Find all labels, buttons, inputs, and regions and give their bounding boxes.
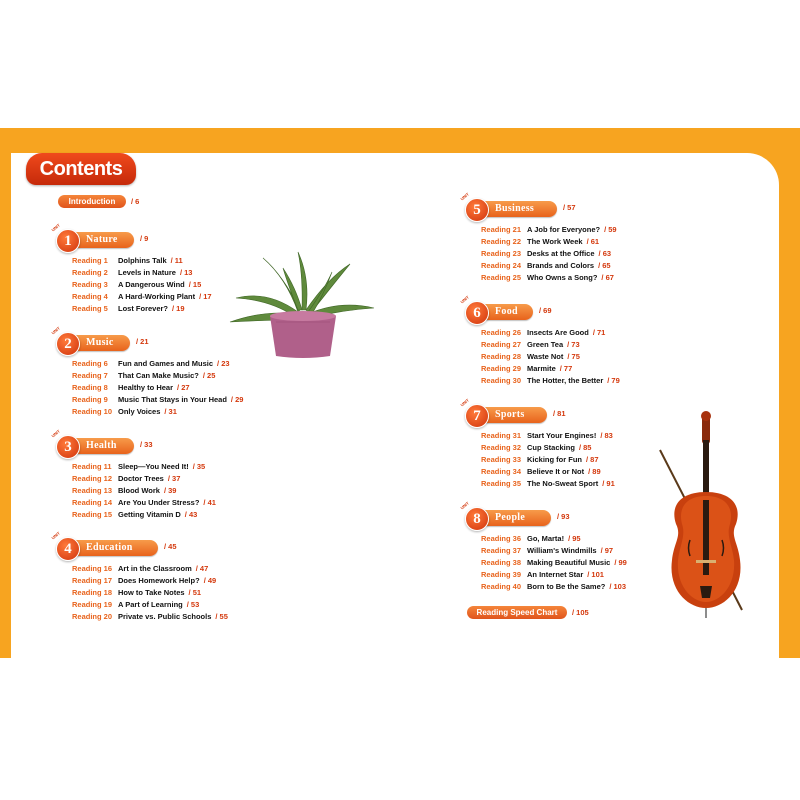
reading-title [527,272,614,284]
reading-label: Reading 40 [481,582,522,591]
reading-page: / 41 [203,498,216,507]
reading-title [118,382,190,394]
unit-number-badge [459,294,489,325]
reading-page: / 25 [202,371,216,380]
unit-number-badge [459,191,489,222]
reading-title-text: Cup Stacking [527,443,575,452]
unit-word-label: UNIT [50,530,61,541]
unit-page-number: / 81 [553,409,566,418]
unit-word-label: UNIT [50,428,61,439]
reading-label: Reading 37 [481,546,522,555]
unit-title: Nature [86,234,118,245]
reading-label: Reading 29 [481,364,522,373]
reading-title [527,260,611,272]
reading-page: / 19 [172,304,185,313]
unit-word-label: UNIT [459,294,470,305]
reading-title-text: Born to Be the Same? [527,582,606,591]
reading-title-text: Sleep—You Need It! [118,462,189,471]
unit-number-badge [50,530,80,561]
reading-label: Reading 25 [481,273,522,282]
reading-title-text: A Part of Learning [118,600,183,609]
reading-title [527,375,620,387]
reading-title-text: Fun and Games and Music [118,359,214,368]
reading-label: Reading 11 [72,462,112,471]
reading-page: / 39 [163,486,177,495]
reading-title [118,599,199,611]
reading-label: Reading 19 [72,600,113,609]
reading-label: Reading 34 [481,467,522,476]
reading-label: Reading 23 [481,249,522,258]
reading-page: / 103 [609,582,627,591]
cello-image [630,410,760,620]
reading-page: / 83 [600,431,613,440]
reading-speed-chart-pill[interactable]: Reading Speed Chart [467,606,567,619]
reading-title [527,545,613,557]
reading-title [118,394,243,406]
reading-label: Reading 7 [72,371,108,380]
reading-title [118,563,208,575]
unit-number: 1 [64,233,72,249]
reading-page: / 35 [192,462,206,471]
reading-title [527,430,613,442]
reading-title-text: Kicking for Fun [527,455,582,464]
reading-label: Reading 5 [72,304,108,313]
reading-page: / 67 [601,273,614,282]
unit-number: 7 [473,408,481,424]
reading-page: / 61 [586,237,600,246]
reading-label: Reading 28 [481,352,522,361]
reading-page: / 75 [567,352,580,361]
reading-title-text: Healthy to Hear [118,383,174,392]
reading-title [527,569,604,581]
reading-page: / 43 [184,510,198,519]
reading-page: / 55 [215,612,228,621]
reading-label: Reading 14 [72,498,113,507]
reading-page: / 73 [567,340,580,349]
reading-title-text: Getting Vitamin D [118,510,181,519]
reading-title [527,363,572,375]
reading-title-text: Go, Marta! [527,534,565,543]
reading-page: / 63 [598,249,612,258]
reading-title [527,533,581,545]
unit-title: Business [495,203,535,214]
reading-title-text: Doctor Trees [118,474,164,483]
reading-label: Reading 13 [72,486,113,495]
reading-title [527,454,599,466]
reading-page: / 87 [586,455,599,464]
reading-title [527,339,580,351]
unit-page-number: / 57 [563,203,576,212]
reading-label: Reading 3 [72,280,108,289]
reading-title-text: Desks at the Office [527,249,595,258]
reading-title-text: Making Beautiful Music [527,558,611,567]
unit-number-badge [459,397,489,428]
unit-title: Education [86,542,133,553]
reading-title-text: Green Tea [527,340,564,349]
reading-title-text: How to Take Notes [118,588,185,597]
reading-page: / 77 [559,364,573,373]
page-title: Contents [26,153,136,185]
unit-word-label: UNIT [459,191,470,202]
reading-title-text: Does Homework Help? [118,576,200,585]
reading-title [118,279,201,291]
reading-title [527,248,611,260]
reading-label: Reading 17 [72,576,113,585]
reading-title-text: Waste Not [527,352,564,361]
unit-number-badge [459,500,489,531]
reading-title [527,351,580,363]
reading-title-text: The Hotter, the Better [527,376,604,385]
aloe-plant-image [228,250,378,360]
reading-label: Reading 2 [72,268,108,277]
reading-page: / 71 [592,328,606,337]
reading-title-text: William's Windmills [527,546,597,555]
introduction-pill[interactable]: Introduction [58,195,126,208]
reading-page: / 91 [602,479,615,488]
unit-page-number: / 21 [136,337,149,346]
reading-title-text: Brands and Colors [527,261,595,270]
reading-label: Reading 22 [481,237,522,246]
unit-number: 4 [64,541,72,557]
reading-page: / 37 [167,474,181,483]
reading-label: Reading 15 [72,510,113,519]
reading-title-text: The Work Week [527,237,583,246]
reading-page: / 95 [568,534,581,543]
unit-page-number: / 45 [164,542,177,551]
unit-number: 5 [473,202,481,218]
unit-title: Sports [495,409,525,420]
unit-page-number: / 9 [140,234,149,243]
reading-label: Reading 1 [72,256,108,265]
unit-number: 6 [473,305,481,321]
reading-title [527,478,615,490]
reading-label: Reading 32 [481,443,522,452]
reading-label: Reading 9 [72,395,108,404]
reading-title [118,611,228,623]
unit-title: Music [86,337,114,348]
reading-title-text: A Dangerous Wind [118,280,185,289]
reading-page: / 47 [195,564,209,573]
unit-number: 3 [64,439,72,455]
reading-label: Reading 30 [481,376,522,385]
reading-page: / 11 [170,256,183,265]
reading-title [527,327,605,339]
reading-title-text: Levels in Nature [118,268,176,277]
reading-speed-chart-page: / 105 [572,608,589,617]
reading-page: / 31 [164,407,177,416]
unit-number: 2 [64,336,72,352]
reading-page: / 101 [587,570,604,579]
reading-label: Reading 8 [72,383,108,392]
unit-word-label: UNIT [459,397,470,408]
unit-word-label: UNIT [459,500,470,511]
reading-label: Reading 26 [481,328,522,337]
reading-label: Reading 39 [481,570,522,579]
reading-page: / 89 [588,467,601,476]
reading-title [118,267,192,279]
reading-label: Reading 27 [481,340,522,349]
reading-title [118,461,205,473]
reading-label: Reading 38 [481,558,522,567]
unit-title: Health [86,440,117,451]
reading-page: / 29 [230,395,244,404]
reading-page: / 65 [598,261,611,270]
reading-title-text: A Hard-Working Plant [118,292,196,301]
reading-label: Reading 10 [72,407,113,416]
reading-title [527,442,591,454]
reading-page: / 49 [203,576,217,585]
reading-title-text: Insects Are Good [527,328,589,337]
unit-page-number: / 93 [557,512,570,521]
reading-label: Reading 33 [481,455,522,464]
reading-title [527,236,599,248]
reading-page: / 15 [188,280,202,289]
reading-label: Reading 21 [481,225,522,234]
reading-label: Reading 12 [72,474,113,483]
reading-title [527,466,601,478]
reading-page: / 53 [186,600,200,609]
reading-title [118,575,216,587]
reading-title-text: Lost Forever? [118,304,169,313]
reading-page: / 97 [600,546,614,555]
reading-label: Reading 24 [481,261,522,270]
unit-number-badge [50,428,80,459]
reading-title-text: Start Your Engines! [527,431,597,440]
reading-title [118,291,212,303]
reading-title [118,303,185,315]
reading-title [118,255,183,267]
reading-title-text: Art in the Classroom [118,564,192,573]
reading-title-text: Only Voices [118,407,161,416]
reading-title-text: Are You Under Stress? [118,498,200,507]
reading-label: Reading 4 [72,292,108,301]
reading-page: / 85 [578,443,592,452]
reading-label: Reading 35 [481,479,522,488]
reading-page: / 13 [179,268,193,277]
reading-title-text: A Job for Everyone? [527,225,601,234]
reading-title-text: Who Owns a Song? [527,273,598,282]
reading-title-text: An Internet Star [527,570,584,579]
reading-title-text: Dolphins Talk [118,256,167,265]
reading-title-text: Believe It or Not [527,467,585,476]
reading-title-text: Blood Work [118,486,160,495]
reading-title [118,497,216,509]
unit-page-number: / 33 [140,440,153,449]
reading-label: Reading 6 [72,359,108,368]
reading-title-text: The No-Sweat Sport [527,479,599,488]
reading-page: / 23 [217,359,230,368]
reading-page: / 59 [604,225,617,234]
unit-title: People [495,512,526,523]
reading-page: / 17 [199,292,212,301]
unit-word-label: UNIT [50,222,61,233]
reading-title [118,406,177,418]
unit-number-badge [50,325,80,356]
reading-title [118,473,180,485]
reading-title-text: That Can Make Music? [118,371,199,380]
introduction-page: / 6 [131,197,140,206]
reading-title [527,581,626,593]
reading-label: Reading 36 [481,534,522,543]
reading-title [118,370,215,382]
reading-title-text: Marmite [527,364,556,373]
reading-title [118,587,201,599]
reading-title [527,557,627,569]
reading-page: / 51 [188,588,202,597]
reading-page: / 27 [177,383,190,392]
reading-title [118,485,176,497]
reading-title-text: Private vs. Public Schools [118,612,212,621]
unit-page-number: / 69 [539,306,552,315]
reading-label: Reading 31 [481,431,522,440]
unit-word-label: UNIT [50,325,61,336]
reading-page: / 79 [607,376,620,385]
unit-number-badge [50,222,80,253]
reading-label: Reading 20 [72,612,113,621]
reading-title [118,358,230,370]
unit-title: Food [495,306,518,317]
reading-label: Reading 16 [72,564,113,573]
reading-title [527,224,617,236]
reading-title-text: Music That Stays in Your Head [118,395,227,404]
reading-label: Reading 18 [72,588,113,597]
unit-number: 8 [473,511,481,527]
reading-title [118,509,197,521]
reading-page: / 99 [614,558,627,567]
